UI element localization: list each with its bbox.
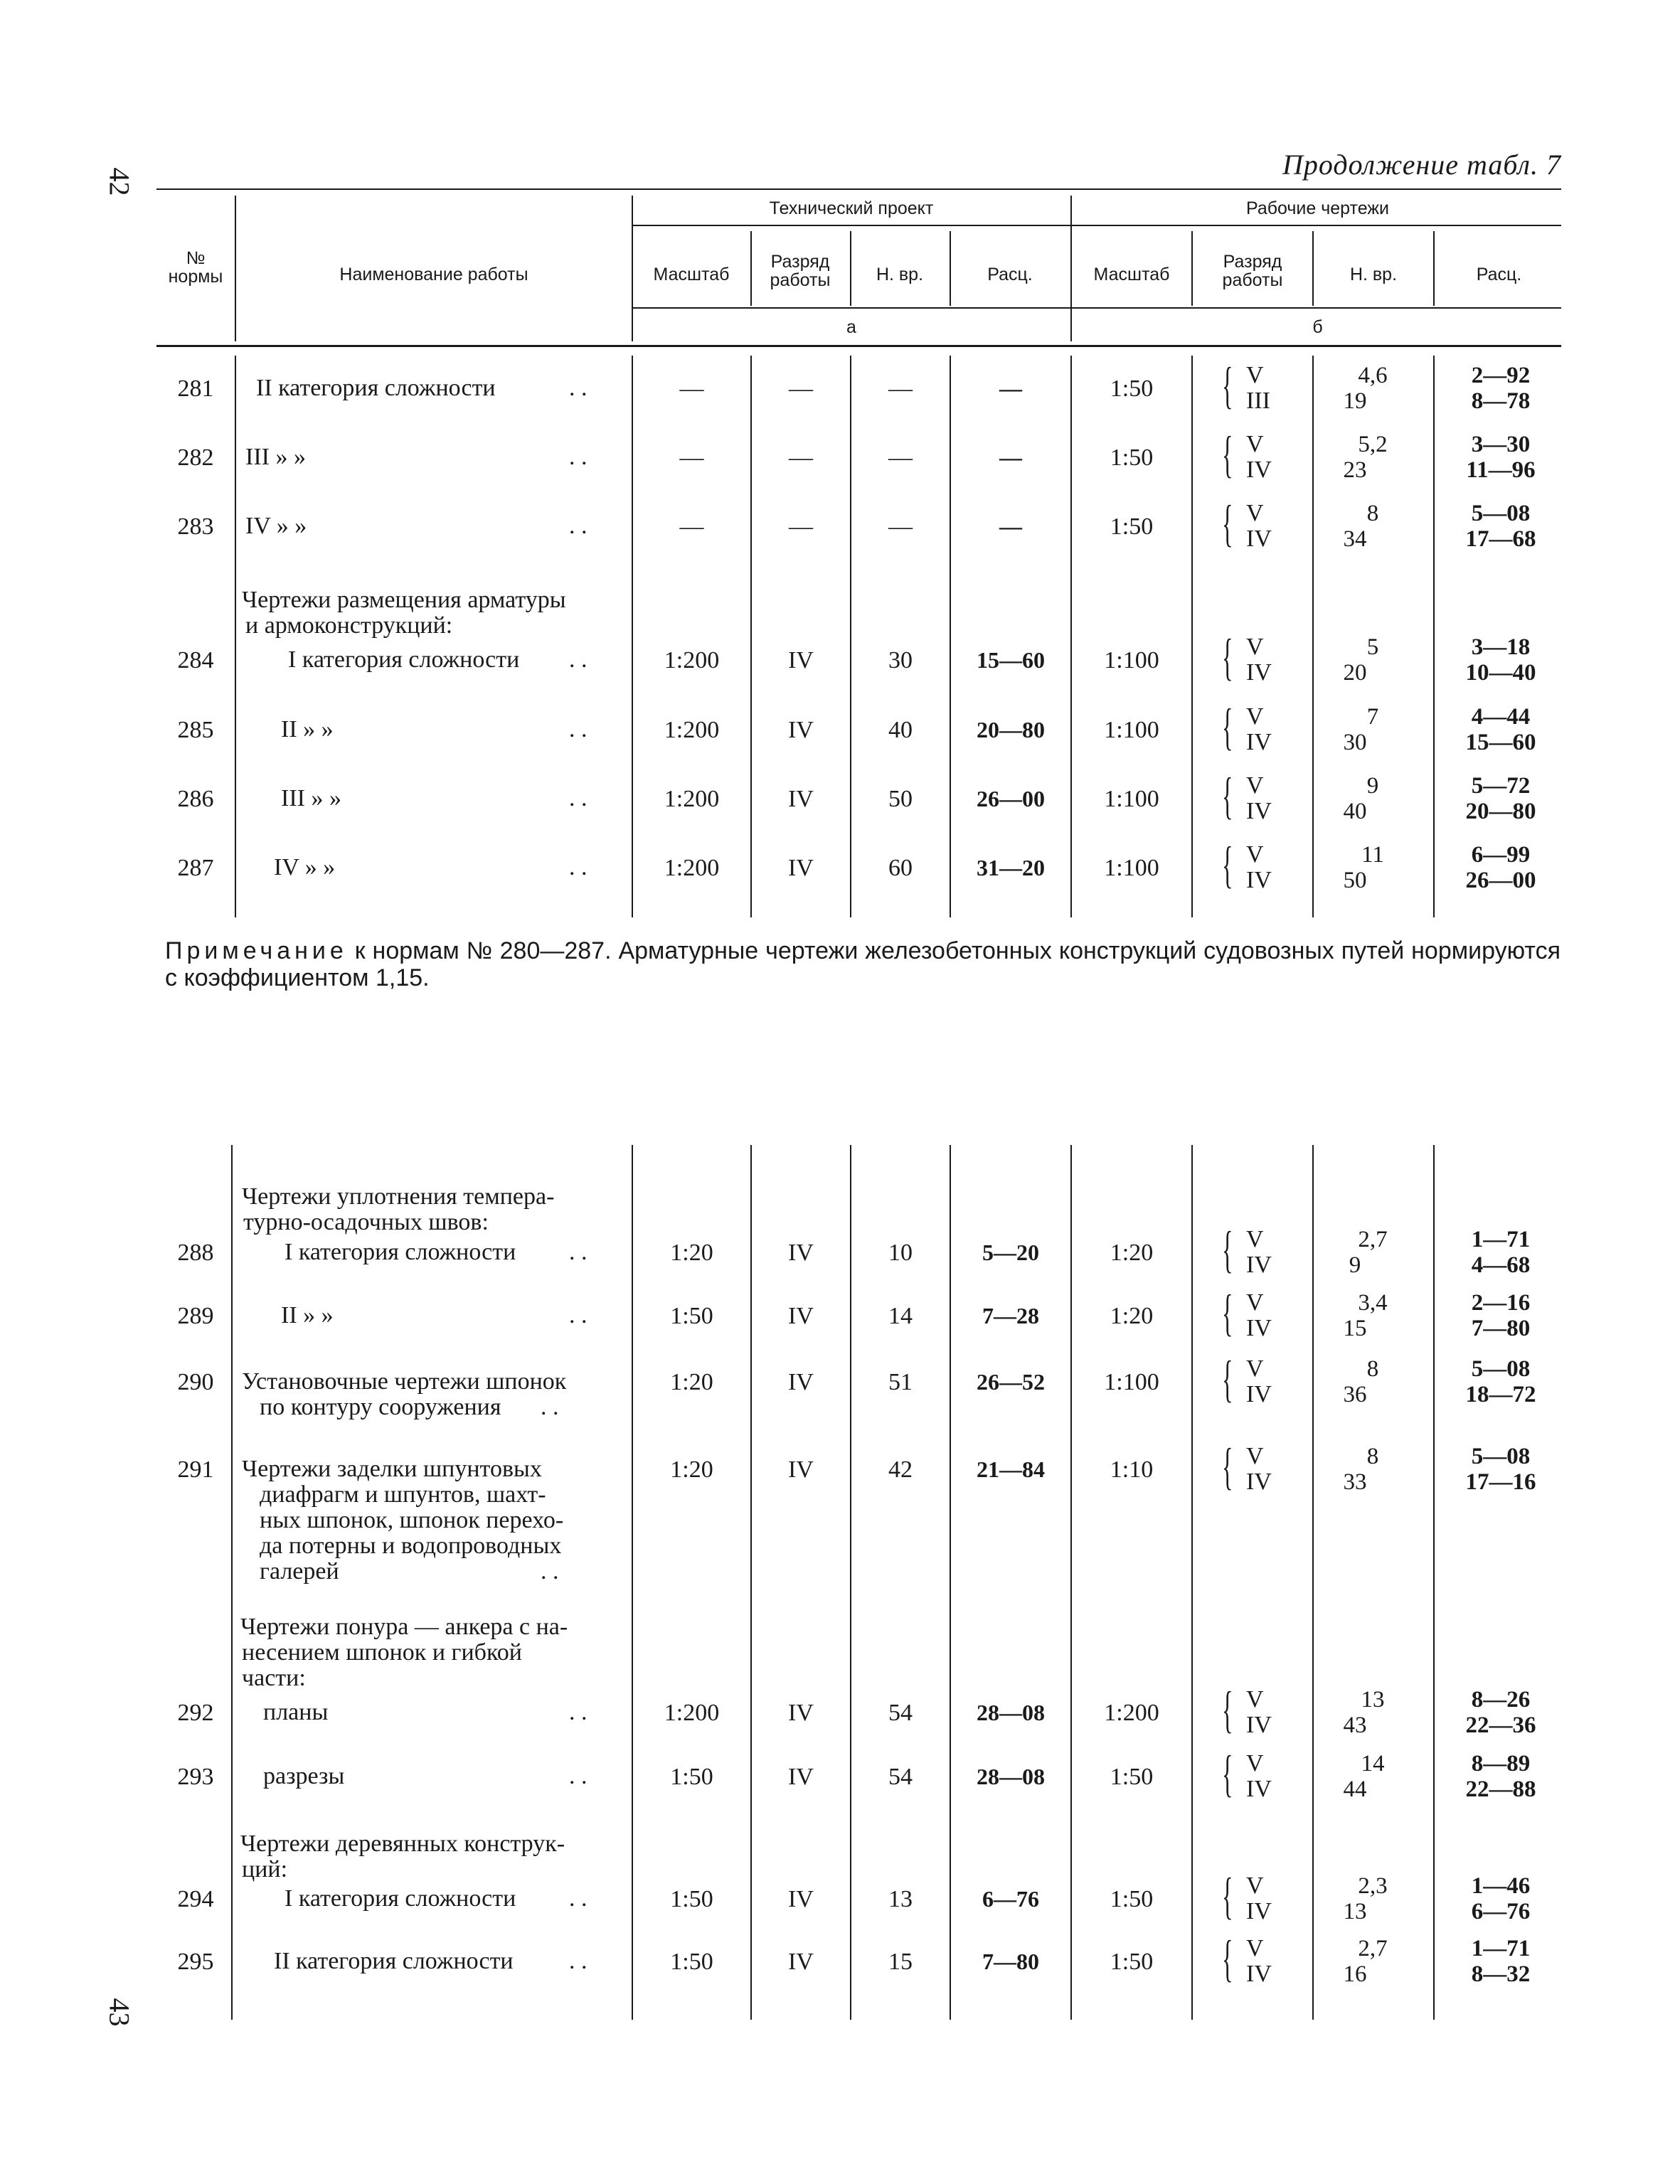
work-rate-1: 6—99 xyxy=(1471,842,1531,868)
header-tech-rank: Разряд работы xyxy=(770,252,831,290)
leader-dots: . . xyxy=(569,513,588,539)
work-rank-2: IV xyxy=(1246,1381,1272,1407)
tech-rate: 21—84 xyxy=(977,1456,1045,1482)
leader-dots: . . xyxy=(569,854,588,880)
tech-rank: — xyxy=(789,444,813,471)
work-rank-1: V xyxy=(1246,1873,1264,1899)
work-time-2: 9 xyxy=(1349,1252,1361,1278)
work-time-1: 2,7 xyxy=(1358,1227,1388,1252)
header-divider xyxy=(632,196,633,341)
leader-dots: . . xyxy=(569,785,588,811)
tech-rate: 26—00 xyxy=(977,786,1045,811)
brace-icon: { xyxy=(1222,1284,1233,1341)
work-rank-2: IV xyxy=(1246,1712,1272,1738)
leader-dots: . . xyxy=(569,444,588,470)
work-name: II » » xyxy=(281,716,334,742)
norm-number: 286 xyxy=(177,786,214,812)
work-scale: 1:50 xyxy=(1110,1886,1154,1912)
continuation-title: Продолжение табл. 7 xyxy=(1282,149,1561,181)
tech-scale: 1:50 xyxy=(670,1949,713,1975)
work-scale: 1:200 xyxy=(1104,1700,1159,1726)
work-rate-2: 11—96 xyxy=(1466,457,1536,483)
body-divider xyxy=(750,356,752,917)
work-rank-1: V xyxy=(1246,1686,1264,1712)
work-scale: 1:50 xyxy=(1110,375,1154,402)
work-name: разрезы xyxy=(263,1763,345,1789)
leader-dots: . . xyxy=(569,1948,588,1974)
work-rank-2: IV xyxy=(1246,1315,1272,1341)
tech-rate: 20—80 xyxy=(977,717,1045,742)
work-rate-2: 26—00 xyxy=(1465,868,1536,893)
norm-number: 293 xyxy=(177,1764,214,1790)
body-divider xyxy=(1070,356,1072,917)
leader-dots: . . xyxy=(541,1558,559,1584)
work-scale: 1:20 xyxy=(1110,1240,1154,1266)
work-name: планы xyxy=(263,1699,329,1725)
work-scale: 1:100 xyxy=(1104,717,1159,743)
work-name: III » » xyxy=(281,785,341,811)
work-name: IV » » xyxy=(274,854,336,880)
body-divider xyxy=(850,356,851,917)
work-rate-2: 8—78 xyxy=(1471,388,1531,414)
note-text: к нормам № 280—287. Арматурные чертежи железобетонных конструкций судовозных путей нормируются с коэффициентом 1,15. xyxy=(165,937,1561,991)
tech-time: 10 xyxy=(888,1240,913,1266)
work-rate-2: 10—40 xyxy=(1465,660,1536,686)
norm-number: 282 xyxy=(177,444,214,471)
work-name: I категория сложности xyxy=(285,1239,516,1265)
work-time-1: 9 xyxy=(1366,773,1379,799)
tech-time: — xyxy=(888,375,913,402)
work-scale: 1:100 xyxy=(1104,786,1159,812)
tech-scale: 1:50 xyxy=(670,1303,713,1329)
work-scale: 1:100 xyxy=(1104,1369,1159,1395)
work-rate-2: 7—80 xyxy=(1471,1316,1531,1341)
brace-icon: { xyxy=(1222,698,1233,755)
work-name: III » » xyxy=(245,444,306,470)
work-rank-1: V xyxy=(1246,1355,1264,1382)
work-rank-2: IV xyxy=(1246,867,1272,893)
work-rank-2: III xyxy=(1246,388,1270,414)
group-heading-line: ций: xyxy=(242,1856,288,1882)
tech-scale: — xyxy=(679,375,704,402)
header-work-rank: Разряд работы xyxy=(1222,252,1283,290)
tech-rate: — xyxy=(999,444,1022,470)
work-rank-2: IV xyxy=(1246,729,1272,755)
norm-number: 287 xyxy=(177,855,214,881)
work-rate-2: 8—32 xyxy=(1471,1961,1531,1987)
tech-rate: — xyxy=(999,375,1022,401)
leader-dots: . . xyxy=(569,1885,588,1912)
work-rate-2: 17—16 xyxy=(1465,1469,1536,1495)
header-divider xyxy=(1312,231,1314,306)
work-rank-1: V xyxy=(1246,1226,1264,1252)
group-heading-line: Чертежи деревянных конструк- xyxy=(240,1831,565,1857)
body-divider xyxy=(1433,356,1435,917)
work-time-2: 15 xyxy=(1343,1316,1367,1341)
work-time-2: 19 xyxy=(1343,388,1367,414)
work-rate-1: 3—30 xyxy=(1471,432,1531,457)
tech-time: — xyxy=(888,444,913,471)
body-divider xyxy=(950,356,951,917)
work-time-1: 5,2 xyxy=(1358,432,1388,457)
header-tech-rate: Расц. xyxy=(987,265,1033,284)
header-group-rule xyxy=(633,225,1561,226)
tech-rank: IV xyxy=(788,786,814,812)
body-divider xyxy=(1312,356,1314,917)
work-time-2: 44 xyxy=(1343,1777,1367,1802)
body-divider xyxy=(1433,1145,1435,2020)
tech-rate: 5—20 xyxy=(982,1240,1039,1265)
work-rank-2: IV xyxy=(1246,1961,1272,1987)
leader-dots: . . xyxy=(569,646,588,673)
work-rank-1: V xyxy=(1246,1935,1264,1961)
header-divider xyxy=(850,231,851,306)
work-time-2: 34 xyxy=(1343,526,1367,552)
header-col-a: а xyxy=(846,317,856,337)
leader-dots: . . xyxy=(569,1699,588,1725)
norm-number: 288 xyxy=(177,1240,214,1266)
work-name: II » » xyxy=(281,1302,334,1328)
brace-icon: { xyxy=(1222,1681,1233,1738)
work-rank-2: IV xyxy=(1246,659,1272,686)
tech-scale: 1:50 xyxy=(670,1764,713,1790)
work-rate-1: 1—46 xyxy=(1471,1873,1531,1899)
page-number-top: 42 xyxy=(103,167,136,196)
tech-rank: — xyxy=(789,375,813,402)
header-work-name: Наименование работы xyxy=(339,265,528,284)
header-work-time: Н. вр. xyxy=(1349,265,1398,284)
work-rate-2: 15—60 xyxy=(1465,730,1536,755)
tech-rate: 28—08 xyxy=(977,1764,1045,1789)
work-scale: 1:50 xyxy=(1110,1764,1154,1790)
work-scale: 1:100 xyxy=(1104,855,1159,881)
header-sub-rule xyxy=(633,307,1561,309)
tech-time: 15 xyxy=(888,1949,913,1975)
tech-time: 30 xyxy=(888,647,913,673)
work-rank-1: V xyxy=(1246,703,1264,730)
norm-number: 283 xyxy=(177,513,214,540)
work-rank-1: V xyxy=(1246,634,1264,660)
work-rank-2: IV xyxy=(1246,1469,1272,1495)
brace-icon: { xyxy=(1222,1868,1233,1924)
group-heading-line: части: xyxy=(242,1665,306,1691)
work-rate-1: 1—71 xyxy=(1471,1227,1531,1252)
norm-number: 285 xyxy=(177,717,214,743)
tech-scale: — xyxy=(679,444,704,471)
work-rate-2: 18—72 xyxy=(1465,1382,1536,1407)
norm-number: 284 xyxy=(177,647,214,673)
work-rate-2: 22—36 xyxy=(1465,1712,1536,1738)
tech-rank: IV xyxy=(788,1764,814,1790)
brace-icon: { xyxy=(1222,1221,1233,1278)
tech-rank: IV xyxy=(788,1456,814,1483)
tech-time: 51 xyxy=(888,1369,913,1395)
tech-rank: IV xyxy=(788,647,814,673)
work-time-1: 4,6 xyxy=(1358,363,1388,388)
header-tech-time: Н. вр. xyxy=(876,265,924,284)
page-number-bottom: 43 xyxy=(103,1998,136,2027)
work-time-2: 40 xyxy=(1343,799,1367,824)
work-rate-1: 4—44 xyxy=(1471,704,1531,730)
tech-scale: 1:200 xyxy=(664,647,720,673)
leader-dots: . . xyxy=(541,1394,559,1420)
work-rank-2: IV xyxy=(1246,1776,1272,1802)
work-rank-1: V xyxy=(1246,772,1264,799)
brace-icon: { xyxy=(1222,1438,1233,1495)
work-rate-2: 20—80 xyxy=(1465,799,1536,824)
header-divider xyxy=(235,196,236,341)
tech-rank: IV xyxy=(788,1369,814,1395)
work-time-1: 8 xyxy=(1366,501,1379,526)
tech-time: 14 xyxy=(888,1303,913,1329)
tech-time: 54 xyxy=(888,1700,913,1726)
work-time-1: 11 xyxy=(1361,842,1384,868)
work-time-2: 13 xyxy=(1343,1899,1367,1924)
brace-icon: { xyxy=(1222,767,1233,824)
leader-dots: . . xyxy=(569,716,588,742)
table-top-rule xyxy=(156,188,1561,190)
tech-time: 13 xyxy=(888,1886,913,1912)
norm-number: 294 xyxy=(177,1886,214,1912)
brace-icon: { xyxy=(1222,426,1233,483)
work-rate-1: 5—08 xyxy=(1471,501,1531,526)
tech-time: 40 xyxy=(888,717,913,743)
group-heading-line: несением шпонок и гибкой xyxy=(242,1639,522,1666)
work-rank-1: V xyxy=(1246,1443,1264,1469)
work-rate-2: 6—76 xyxy=(1471,1899,1531,1924)
header-divider xyxy=(1433,231,1435,306)
work-time-1: 13 xyxy=(1361,1687,1385,1712)
header-col-b: б xyxy=(1312,317,1323,337)
work-rate-1: 8—89 xyxy=(1471,1751,1531,1777)
work-rate-2: 4—68 xyxy=(1471,1252,1531,1278)
tech-time: — xyxy=(888,513,913,540)
group-heading-line: Чертежи размещения арматуры xyxy=(242,587,566,613)
work-rank-2: IV xyxy=(1246,798,1272,824)
work-name-line: Чертежи заделки шпунтовых xyxy=(242,1456,542,1482)
tech-rate: 31—20 xyxy=(977,855,1045,880)
work-rank-1: V xyxy=(1246,431,1264,457)
group-heading-line: и армоконструкций: xyxy=(245,612,453,639)
brace-icon: { xyxy=(1222,1930,1233,1987)
work-scale: 1:50 xyxy=(1110,444,1154,471)
work-time-1: 8 xyxy=(1366,1444,1379,1469)
tech-rank: IV xyxy=(788,1886,814,1912)
work-rank-2: IV xyxy=(1246,1898,1272,1924)
tech-rank: IV xyxy=(788,1303,814,1329)
work-time-1: 3,4 xyxy=(1358,1290,1388,1316)
work-time-2: 43 xyxy=(1343,1712,1367,1738)
tech-scale: 1:200 xyxy=(664,717,720,743)
work-rate-1: 2—16 xyxy=(1471,1290,1531,1316)
norm-number: 295 xyxy=(177,1949,214,1975)
tech-scale: 1:20 xyxy=(670,1369,713,1395)
tech-scale: 1:20 xyxy=(670,1456,713,1483)
work-name: II категория сложности xyxy=(274,1948,514,1974)
tech-time: 60 xyxy=(888,855,913,881)
work-scale: 1:100 xyxy=(1104,647,1159,673)
tech-scale: — xyxy=(679,513,704,540)
tech-rate: 15—60 xyxy=(977,647,1045,673)
work-rate-2: 17—68 xyxy=(1465,526,1536,552)
tech-scale: 1:50 xyxy=(670,1886,713,1912)
tech-time: 50 xyxy=(888,786,913,812)
norm-number: 292 xyxy=(177,1700,214,1726)
leader-dots: . . xyxy=(569,1239,588,1265)
header-bottom-rule xyxy=(156,345,1561,347)
header-divider xyxy=(950,231,951,306)
work-rank-1: V xyxy=(1246,1289,1264,1316)
work-name: I категория сложности xyxy=(288,646,520,673)
group-heading-line: Чертежи уплотнения темпера- xyxy=(242,1183,555,1210)
work-time-1: 8 xyxy=(1366,1356,1379,1382)
work-scale: 1:20 xyxy=(1110,1303,1154,1329)
work-rank-2: IV xyxy=(1246,526,1272,552)
header-work-rate: Расц. xyxy=(1476,265,1522,284)
tech-rate: 26—52 xyxy=(977,1369,1045,1395)
work-rate-1: 1—71 xyxy=(1471,1936,1531,1961)
tech-rate: — xyxy=(999,513,1022,539)
table-note xyxy=(165,937,1561,991)
work-rank-1: V xyxy=(1246,1750,1264,1777)
tech-rank: — xyxy=(789,513,813,540)
tech-scale: 1:200 xyxy=(664,1700,720,1726)
norm-number: 290 xyxy=(177,1369,214,1395)
work-rank-2: IV xyxy=(1246,1252,1272,1278)
tech-rate: 28—08 xyxy=(977,1700,1045,1725)
brace-icon: { xyxy=(1222,1351,1233,1407)
work-rate-1: 3—18 xyxy=(1471,634,1531,660)
work-name: I категория сложности xyxy=(285,1885,516,1912)
tech-rank: IV xyxy=(788,1700,814,1726)
brace-icon: { xyxy=(1222,357,1233,414)
work-rate-1: 5—08 xyxy=(1471,1356,1531,1382)
work-time-2: 33 xyxy=(1343,1469,1367,1495)
tech-rate: 6—76 xyxy=(982,1886,1039,1912)
header-norm-no: № нормы xyxy=(168,248,223,287)
header-divider xyxy=(1191,231,1193,306)
tech-scale: 1:200 xyxy=(664,786,720,812)
work-time-2: 20 xyxy=(1343,660,1367,686)
work-scale: 1:50 xyxy=(1110,1949,1154,1975)
tech-rank: IV xyxy=(788,1240,814,1266)
work-rank-1: V xyxy=(1246,500,1264,526)
leader-dots: . . xyxy=(569,1763,588,1789)
brace-icon: { xyxy=(1222,495,1233,552)
note-lead: Примечание xyxy=(165,937,348,964)
work-time-2: 50 xyxy=(1343,868,1367,893)
tech-rate: 7—28 xyxy=(982,1303,1039,1328)
work-time-1: 14 xyxy=(1361,1751,1385,1777)
work-rate-1: 5—72 xyxy=(1471,773,1531,799)
work-name-line: диафрагм и шпунтов, шахт- xyxy=(260,1481,546,1508)
header-divider xyxy=(750,231,752,306)
brace-icon: { xyxy=(1222,629,1233,686)
tech-time: 54 xyxy=(888,1764,913,1790)
tech-scale: 1:200 xyxy=(664,855,720,881)
body-divider xyxy=(1191,1145,1193,2020)
body-divider xyxy=(235,356,236,917)
work-time-1: 2,3 xyxy=(1358,1873,1388,1899)
brace-icon: { xyxy=(1222,1745,1233,1802)
work-rate-2: 22—88 xyxy=(1465,1777,1536,1802)
norm-number: 281 xyxy=(177,375,214,402)
work-rate-1: 2—92 xyxy=(1471,363,1531,388)
tech-rank: IV xyxy=(788,1949,814,1975)
leader-dots: . . xyxy=(569,1302,588,1328)
brace-icon: { xyxy=(1222,836,1233,893)
work-rank-1: V xyxy=(1246,362,1264,388)
group-heading-line: турно-осадочных швов: xyxy=(243,1209,489,1235)
tech-rank: IV xyxy=(788,855,814,881)
header-work-scale: Масштаб xyxy=(1093,265,1170,284)
group-heading-line: Чертежи понура — анкера с на- xyxy=(240,1614,568,1640)
work-time-1: 2,7 xyxy=(1358,1936,1388,1961)
work-name-line: Установочные чертежи шпонок xyxy=(242,1368,567,1395)
work-time-2: 16 xyxy=(1343,1961,1367,1987)
header-working-drawings: Рабочие чертежи xyxy=(1245,198,1390,218)
work-rank-2: IV xyxy=(1246,457,1272,483)
work-name: IV » » xyxy=(245,513,307,539)
work-time-2: 36 xyxy=(1343,1382,1367,1407)
work-time-1: 7 xyxy=(1366,704,1379,730)
tech-scale: 1:20 xyxy=(670,1240,713,1266)
work-rate-1: 8—26 xyxy=(1471,1687,1531,1712)
header-tech-project: Технический проект xyxy=(769,198,934,218)
work-name-line: да потерны и водопроводных xyxy=(260,1533,562,1559)
body-divider xyxy=(632,356,633,917)
work-rate-1: 5—08 xyxy=(1471,1444,1531,1469)
work-time-2: 23 xyxy=(1343,457,1367,483)
body-divider xyxy=(1191,356,1193,917)
work-name-line: галерей xyxy=(260,1558,339,1584)
header-tech-scale: Масштаб xyxy=(653,265,730,284)
work-name-line: по контуру сооружения xyxy=(260,1394,501,1420)
work-scale: 1:50 xyxy=(1110,513,1154,540)
norm-number: 289 xyxy=(177,1303,214,1329)
work-scale: 1:10 xyxy=(1110,1456,1154,1483)
tech-time: 42 xyxy=(888,1456,913,1483)
work-name-line: ных шпонок, шпонок перехо- xyxy=(260,1507,564,1533)
tech-rank: IV xyxy=(788,717,814,743)
work-rank-1: V xyxy=(1246,841,1264,868)
header-divider xyxy=(1070,196,1072,341)
work-name: II категория сложности xyxy=(256,375,496,401)
norm-number: 291 xyxy=(177,1456,214,1483)
tech-rate: 7—80 xyxy=(982,1949,1039,1974)
work-time-1: 5 xyxy=(1366,634,1379,660)
work-time-2: 30 xyxy=(1343,730,1367,755)
leader-dots: . . xyxy=(569,375,588,401)
